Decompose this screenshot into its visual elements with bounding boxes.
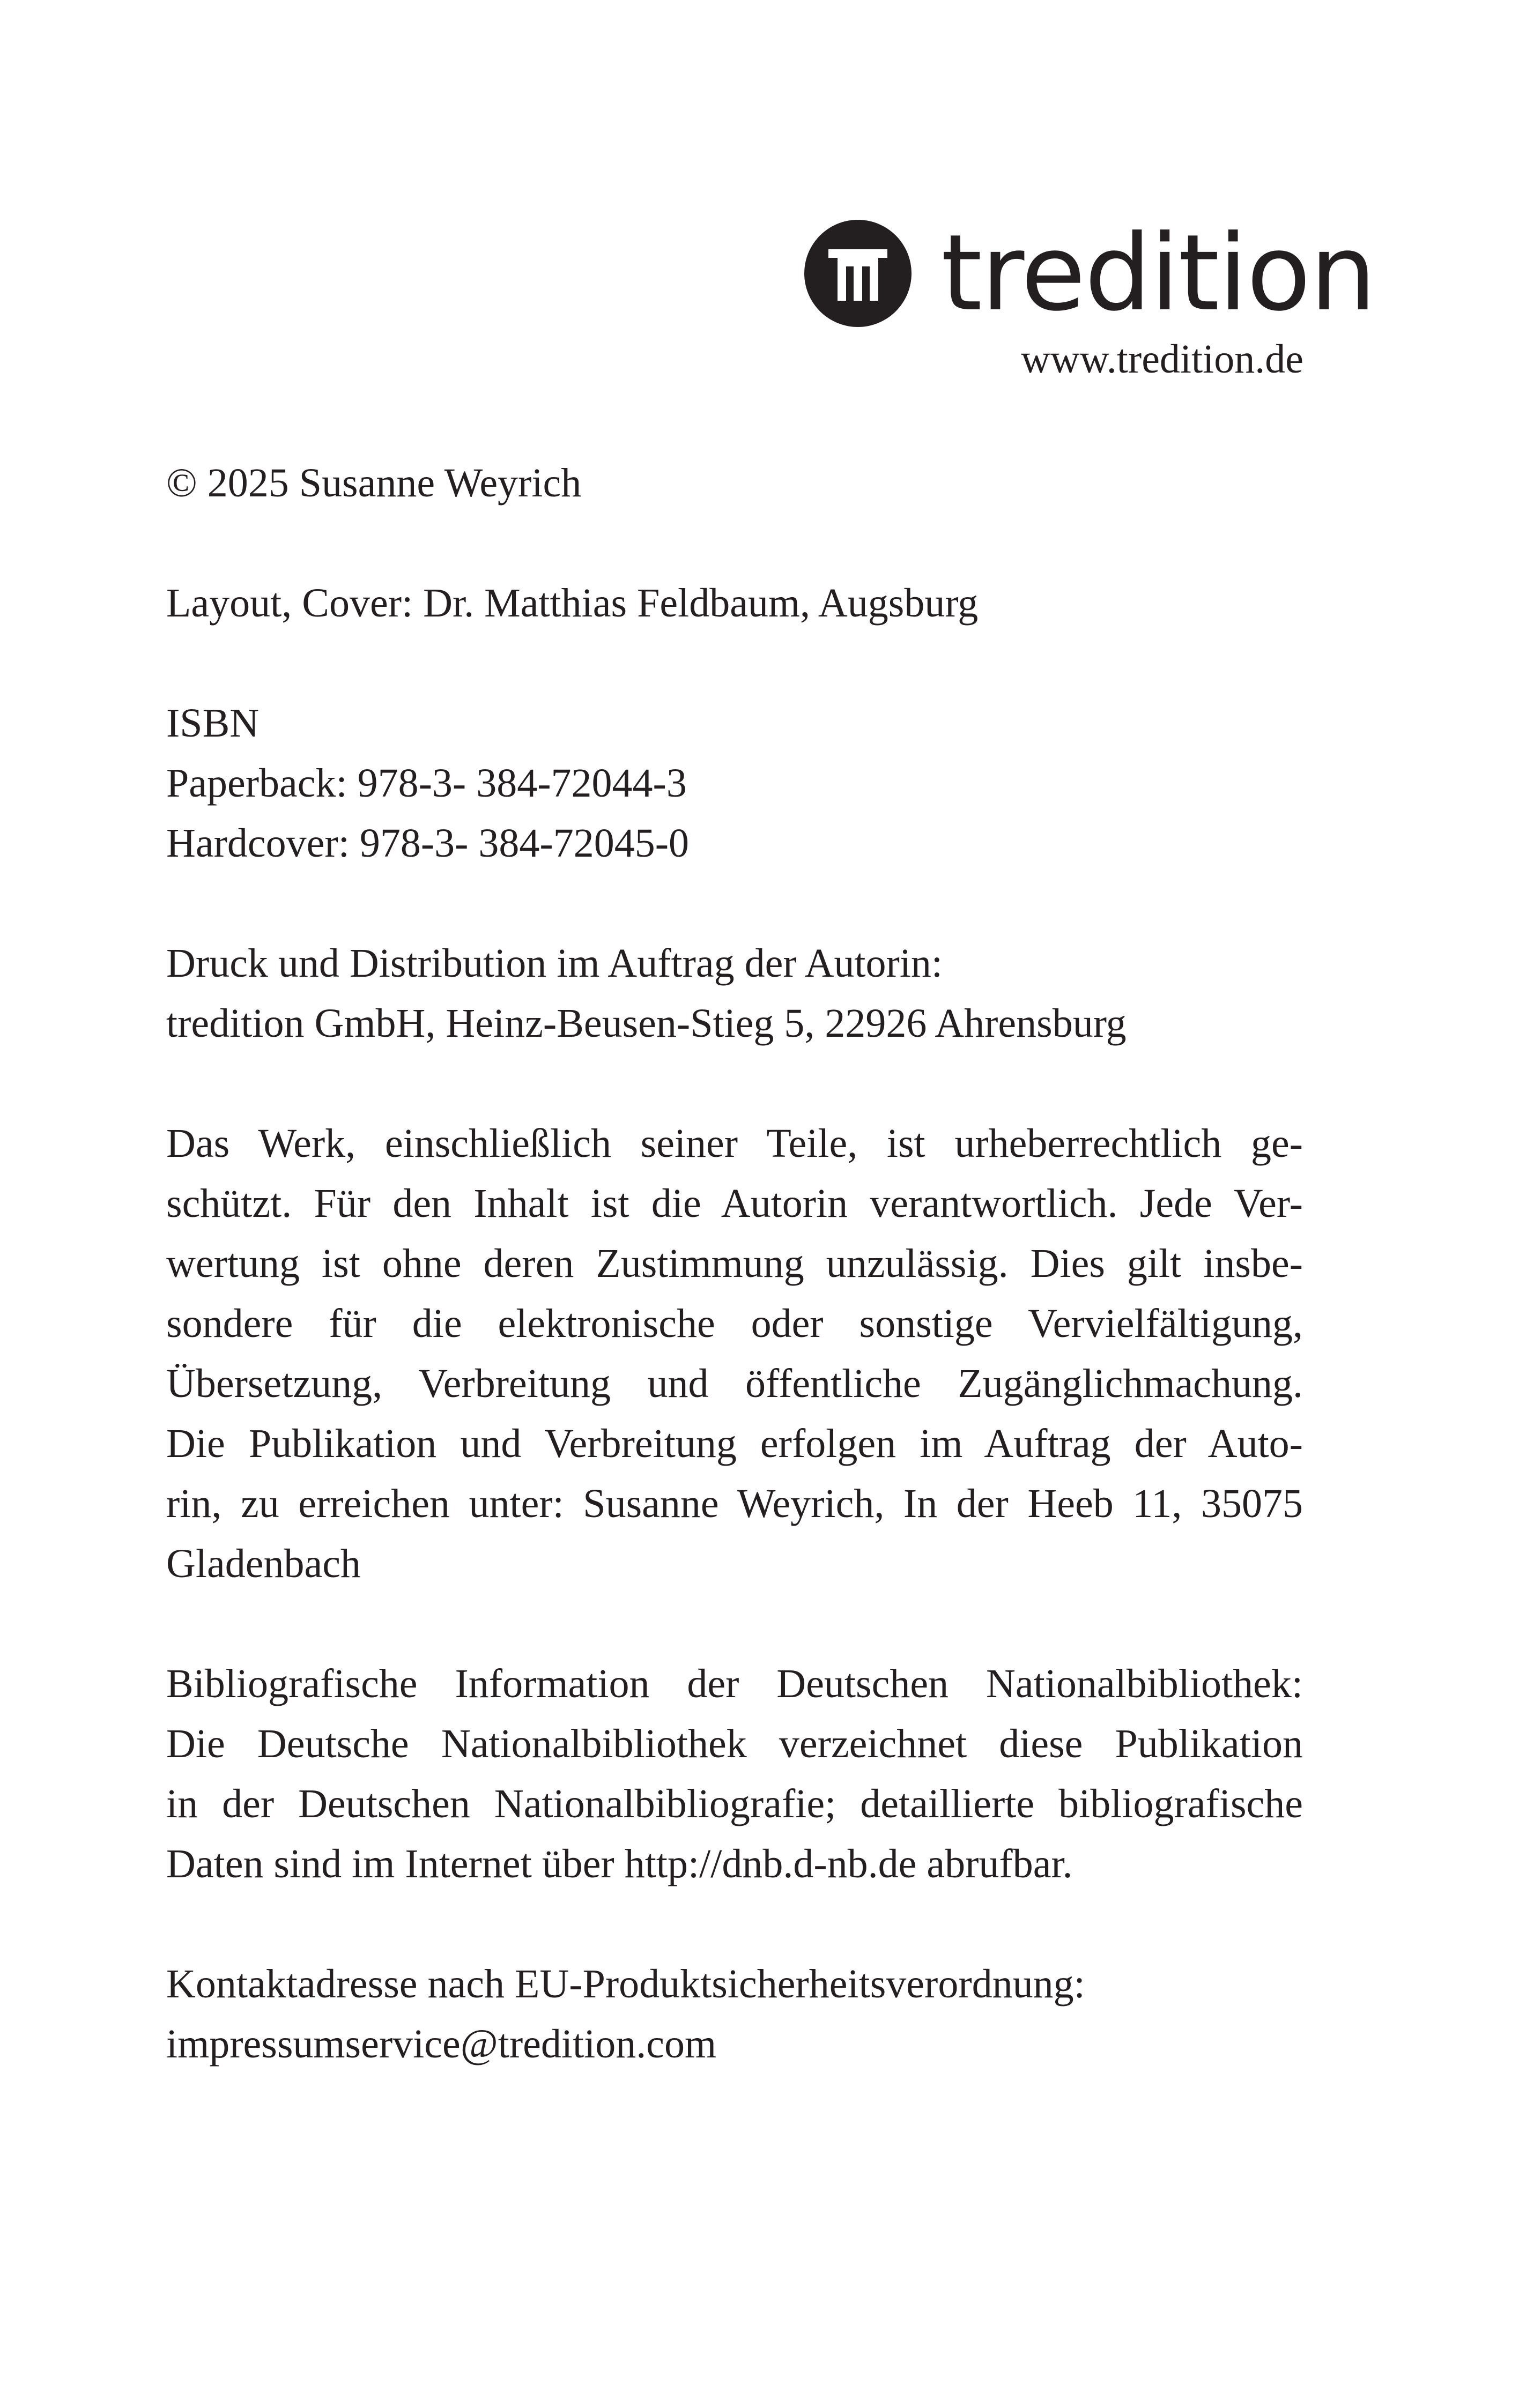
biblio-line: in der Deutschen Nationalbibliografie; detaillierte bibliografische bbox=[166, 1781, 1303, 1826]
bibliographic-info-block bbox=[166, 1654, 1303, 1894]
print-line-1: Druck und Distribution im Auftrag der Autorin: bbox=[166, 941, 943, 986]
layout-cover-line: Layout, Cover: Dr. Matthias Feldbaum, Augsburg bbox=[166, 581, 979, 626]
isbn-block bbox=[166, 693, 1303, 873]
biblio-line: Bibliografische Information der Deutschen Nationalbibliothek: bbox=[166, 1661, 1303, 1706]
copyright-block bbox=[166, 453, 1303, 513]
rights-line: sondere für die elektronische oder sonstige Vervielfältigung, bbox=[166, 1301, 1303, 1346]
contact-block bbox=[166, 1954, 1303, 2074]
imprint-text bbox=[166, 453, 1303, 2134]
rights-block bbox=[166, 1113, 1303, 1594]
tredition-logo-icon bbox=[804, 220, 912, 327]
contact-email: impressumservice@tredition.com bbox=[166, 2021, 717, 2067]
rights-line: Gladenbach bbox=[166, 1541, 361, 1586]
publisher-url: www.tredition.de bbox=[1021, 337, 1303, 382]
contact-line-1: Kontaktadresse nach EU-Produktsicherheitsverordnung: bbox=[166, 1961, 1085, 2006]
biblio-line: Die Deutsche Nationalbibliothek verzeichnet diese Publikation bbox=[166, 1721, 1303, 1766]
logo-wordmark: tredition bbox=[941, 212, 1376, 335]
rights-line: Die Publikation und Verbreitung erfolgen im Auftrag der Auto- bbox=[166, 1421, 1303, 1466]
isbn-heading: ISBN bbox=[166, 701, 260, 746]
rights-line: Das Werk, einschließlich seiner Teile, ist urheberrechtlich ge- bbox=[166, 1121, 1303, 1166]
biblio-line: Daten sind im Internet über http://dnb.d-nb.de abrufbar. bbox=[166, 1841, 1073, 1886]
rights-line: schützt. Für den Inhalt ist die Autorin verantwortlich. Jede Ver- bbox=[166, 1181, 1303, 1226]
isbn-hardcover: Hardcover: 978-3- 384-72045-0 bbox=[166, 821, 690, 866]
rights-line: wertung ist ohne deren Zustimmung unzulässig. Dies gilt insbe- bbox=[166, 1241, 1303, 1286]
print-distribution-block bbox=[166, 933, 1303, 1053]
layout-cover-block bbox=[166, 573, 1303, 633]
print-line-2: tredition GmbH, Heinz-Beusen-Stieg 5, 22926 Ahrensburg bbox=[166, 1001, 1127, 1046]
copyright-line: © 2025 Susanne Weyrich bbox=[166, 460, 582, 506]
isbn-paperback: Paperback: 978-3- 384-72044-3 bbox=[166, 761, 687, 806]
rights-line: rin, zu erreichen unter: Susanne Weyrich, In der Heeb 11, 35075 bbox=[166, 1481, 1303, 1526]
rights-line: Übersetzung, Verbreitung und öffentliche Zugänglichmachung. bbox=[166, 1361, 1303, 1406]
